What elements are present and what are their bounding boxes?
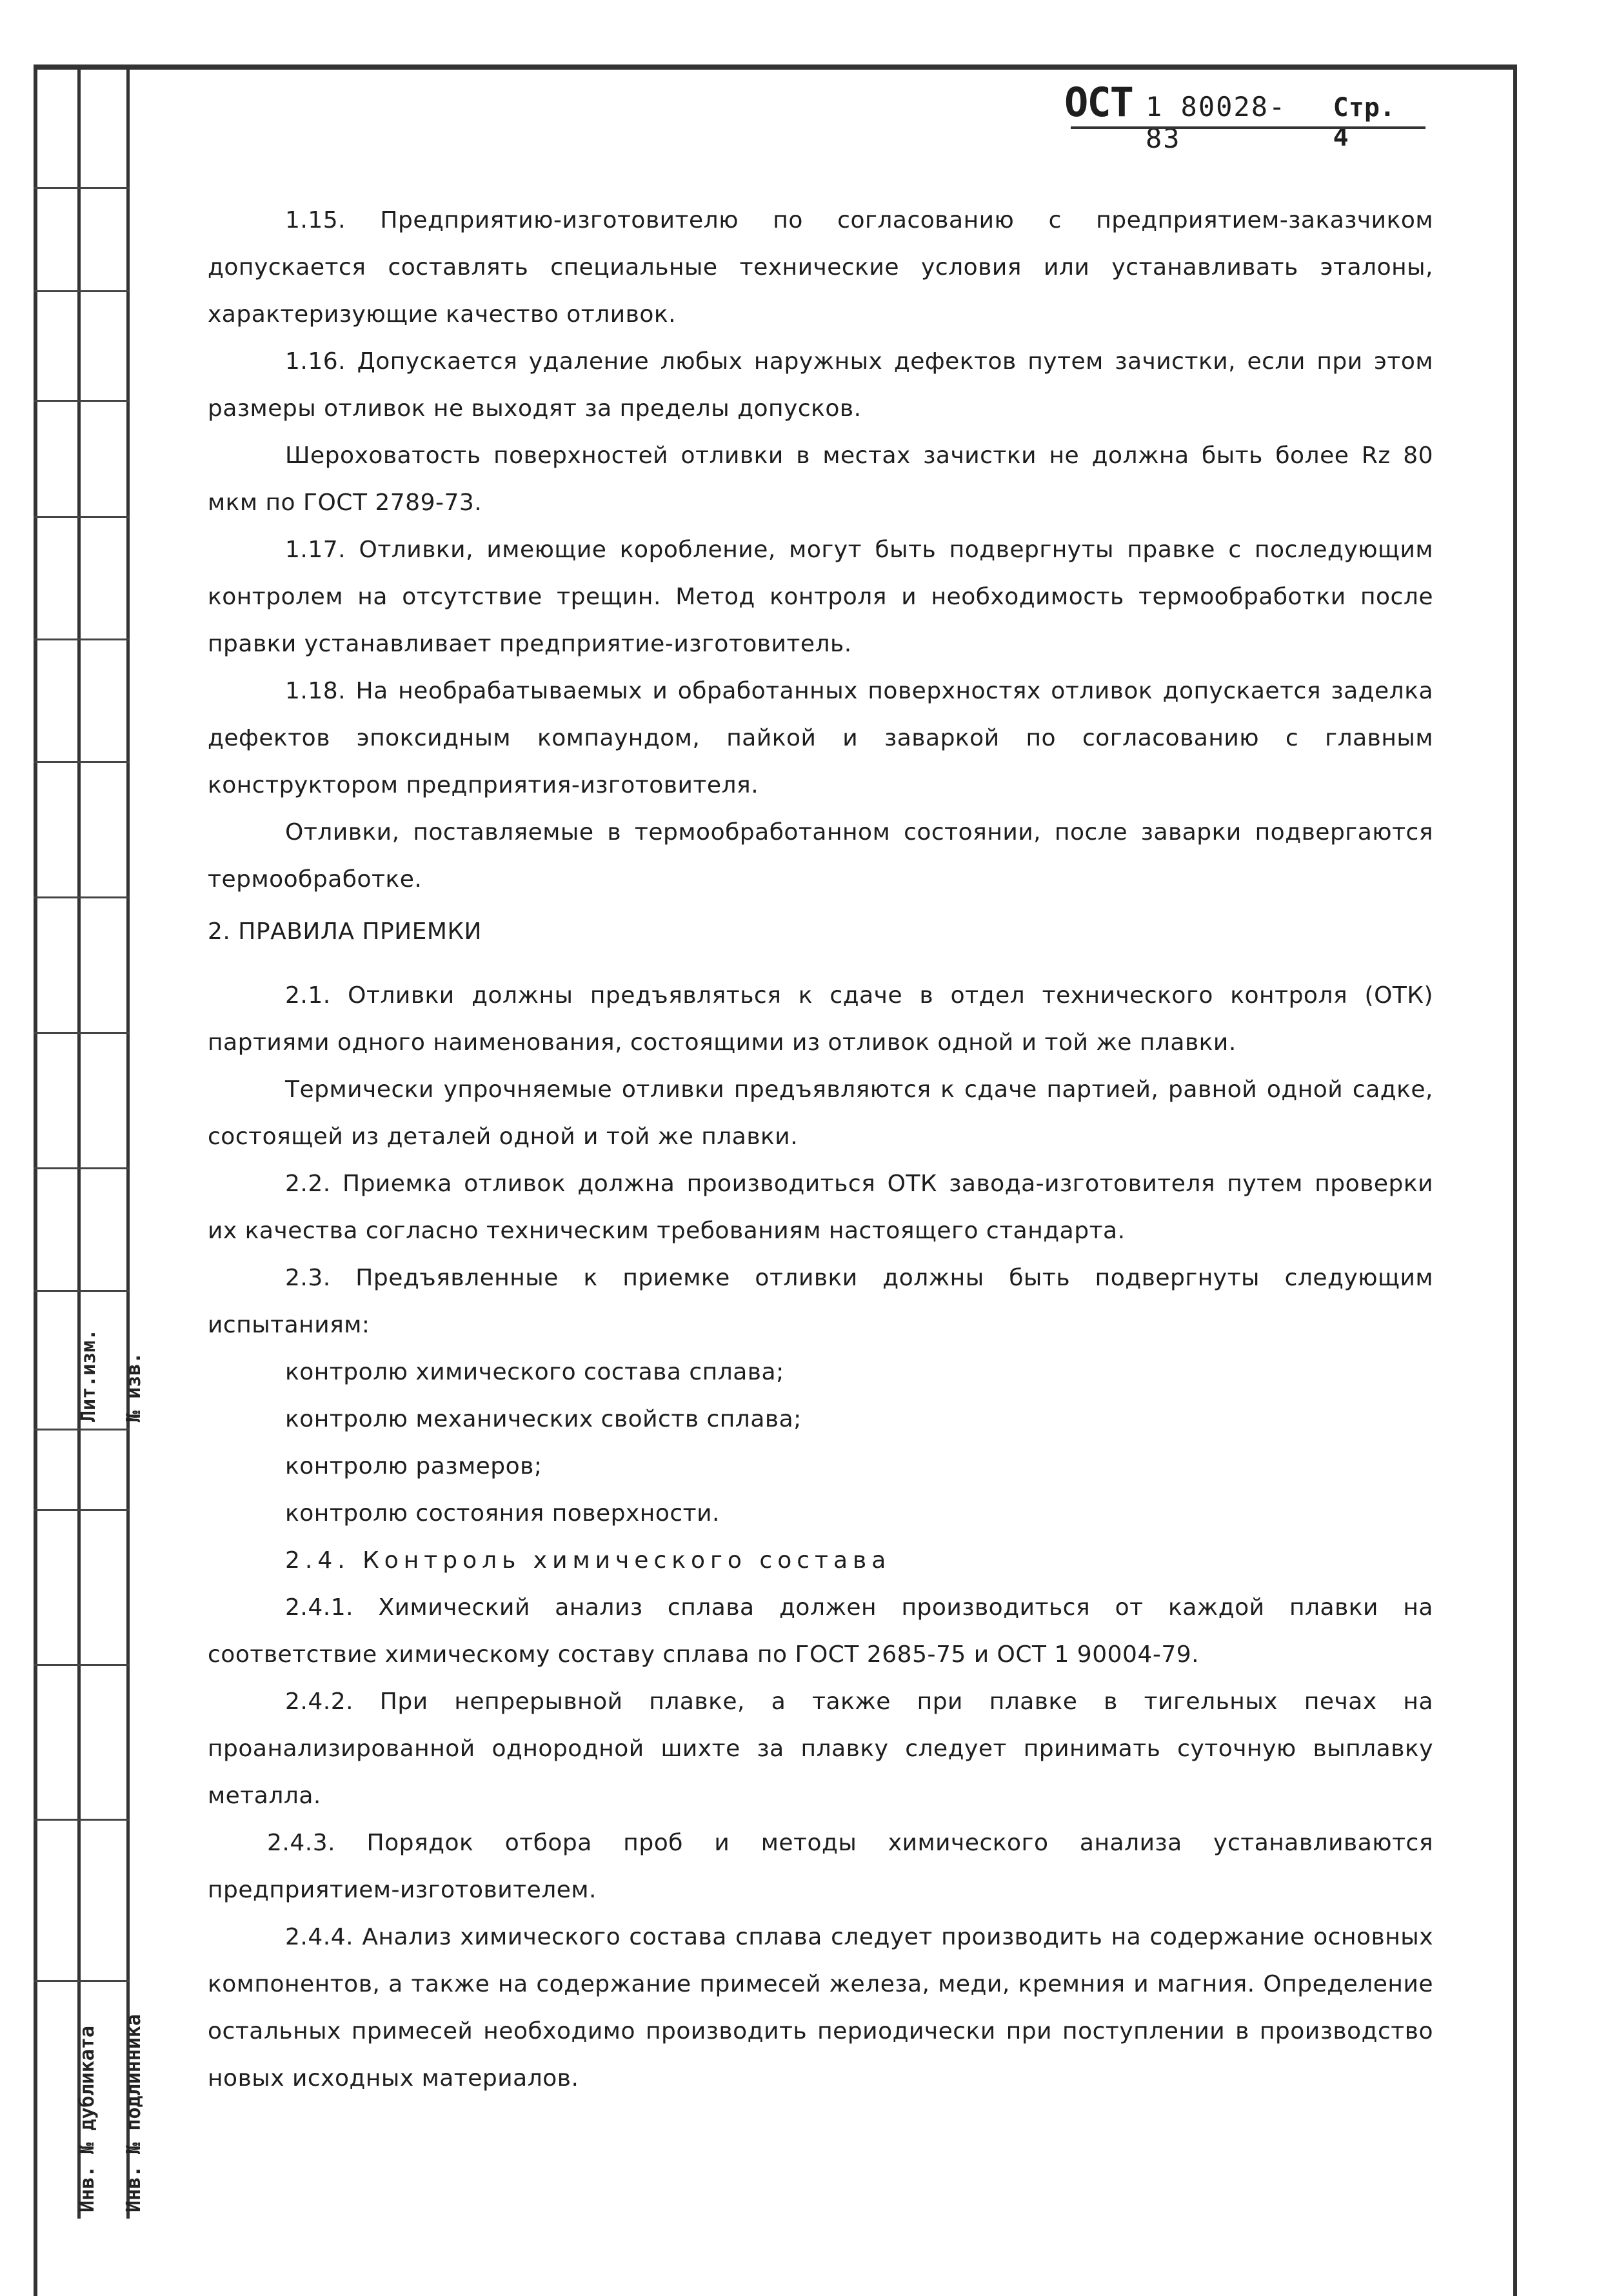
paragraph: 2.2. Приемка отливок должна производиться ОТК завода-изготовителя путем проверки их качества согласно техническим требованиям настоящего стандарта. <box>208 1171 1433 1244</box>
margin-strip-rule <box>34 1290 129 1292</box>
paragraph: 2.4.3. Порядок отбора проб и методы химического анализа устанавливаются предприятием-изготовителем. <box>208 1830 1433 1903</box>
paragraph: 1.18. На необрабатываемых и обработанных поверхностях отливок допускается заделка дефектов эпоксидным компаундом, пайкой и заваркой по согласованию с главным конструктором предприятия-изготовителя. <box>208 678 1433 798</box>
header-underline <box>1071 126 1425 129</box>
margin-strip-column <box>77 64 81 2219</box>
subsection-heading: 2.4. Контроль химического состава <box>285 1547 891 1574</box>
list-item: контролю химического состава сплава; <box>285 1359 784 1385</box>
list-item: контролю размеров; <box>285 1453 542 1480</box>
paragraph: 2.4.1. Химический анализ сплава должен производиться от каждой плавки на соответствие химическому составу сплава по ГОСТ 2685-75 и ОСТ 1 90004-79. <box>208 1594 1433 1668</box>
margin-strip-rule <box>34 516 129 518</box>
paragraph: 2.3. Предъявленные к приемке отливки должны быть подвергнуты следующим испытаниям: <box>208 1265 1433 1338</box>
margin-strip-rule <box>34 896 129 898</box>
margin-strip-rule <box>34 1167 129 1169</box>
margin-label-no-izv: № изв. <box>123 1352 145 1422</box>
section-heading: 2. ПРАВИЛА ПРИЕМКИ <box>208 918 482 945</box>
paragraph: Термически упрочняемые отливки предъявляются к сдаче партией, равной одной садке, состоящей из деталей одной и той же плавки. <box>208 1076 1433 1150</box>
margin-strip-rule <box>34 638 129 640</box>
margin-strip-rule <box>34 1509 129 1511</box>
paragraph: 2.4.2. При непрерывной плавке, а также при плавке в тигельных печах на проанализированной однородной шихте за плавку следует принимать суточную выплавку металла. <box>208 1688 1433 1809</box>
paragraph: 1.17. Отливки, имеющие коробление, могут быть подвергнуты правке с последующим контролем на отсутствие трещин. Метод контроля и необходимость термообработки после правки устанавливает предприятие-изготовитель. <box>208 537 1433 657</box>
document-header <box>1064 79 1425 154</box>
paragraph: Шероховатость поверхностей отливки в местах зачистки не должна быть более Rz 80 мкм по ГОСТ 2789-73. <box>208 442 1433 516</box>
margin-strip-rule <box>34 1980 129 1982</box>
header-standard-number: 1 80028-83 <box>1145 91 1287 154</box>
list-item: контролю механических свойств сплава; <box>285 1406 802 1432</box>
margin-label-lit-izm: Лит.изм. <box>77 1329 100 1422</box>
margin-strip-rule <box>34 1664 129 1666</box>
margin-strip-rule <box>34 400 129 402</box>
margin-strip-rule <box>34 290 129 292</box>
margin-strip-rule <box>34 1032 129 1034</box>
document-body <box>208 197 1433 2102</box>
header-ost: ОСТ <box>1064 79 1133 126</box>
margin-label-inv-dublikata: Инв. № дубликата <box>76 2026 99 2212</box>
margin-label-inv-podlinnika: Инв. № подлинника <box>123 2014 145 2212</box>
paragraph: Отливки, поставляемые в термообработанном состоянии, после заварки подвергаются термообработке. <box>208 819 1433 893</box>
margin-strip-column <box>126 64 130 2219</box>
margin-strip-rule <box>34 187 129 189</box>
paragraph: 1.15. Предприятию-изготовителю по согласованию с предприятием-заказчиком допускается составлять специальные технические условия или устанавливать эталоны, характеризующие качество отливок. <box>208 207 1433 328</box>
paragraph: 1.16. Допускается удаление любых наружных дефектов путем зачистки, если при этом размеры отливок не выходят за пределы допусков. <box>208 348 1433 422</box>
paragraph: 2.4.4. Анализ химического состава сплава следует производить на содержание основных компонентов, а также на содержание примесей железа, меди, кремния и магния. Определение остальных примесей необходимо производить периодически при поступлении в производство новых исходных материалов. <box>208 1924 1433 2092</box>
margin-strip-rule <box>34 1819 129 1821</box>
margin-strip-rule <box>34 1429 129 1430</box>
paragraph: 2.1. Отливки должны предъявляться к сдаче в отдел технического контроля (ОТК) партиями одного наименования, состоящими из отливок одной и той же плавки. <box>208 982 1433 1056</box>
header-page-number: Стр. 4 <box>1333 93 1395 152</box>
margin-strip-rule <box>34 761 129 763</box>
list-item: контролю состояния поверхности. <box>285 1500 720 1527</box>
